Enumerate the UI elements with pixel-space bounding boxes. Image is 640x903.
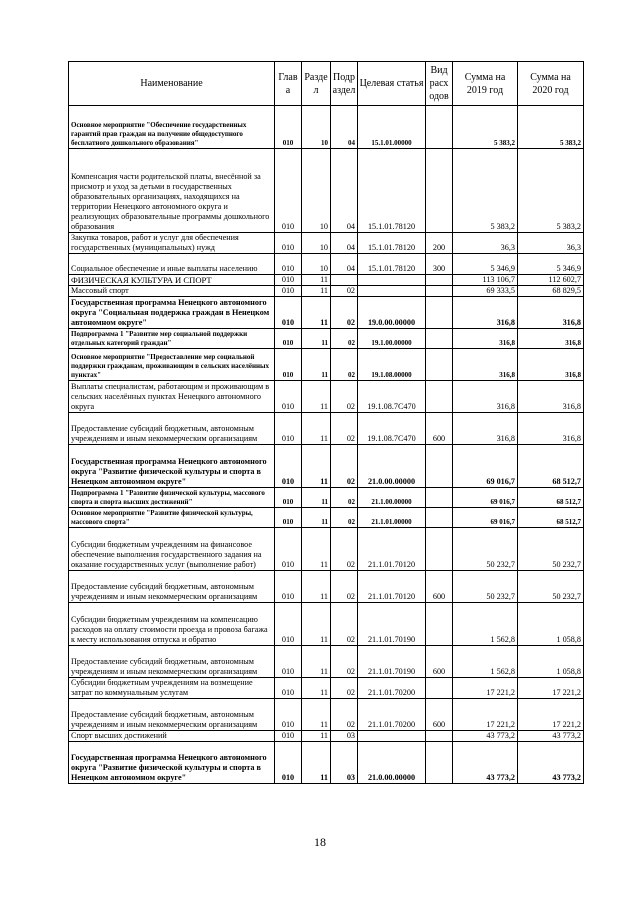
cell-glava: 010 bbox=[275, 571, 302, 603]
cell-razdel: 11 bbox=[302, 742, 331, 784]
cell-podrazdel: 04 bbox=[331, 149, 358, 233]
cell-podrazdel: 02 bbox=[331, 445, 358, 488]
cell-podrazdel: 02 bbox=[331, 603, 358, 646]
cell-sum2019: 36,3 bbox=[453, 233, 518, 254]
cell-razdel: 11 bbox=[302, 699, 331, 731]
table-row bbox=[69, 699, 584, 731]
cell-name: Государственная программа Ненецкого автономного округа "Развитие физической культуры и спорта в Ненецком автономном округе" bbox=[69, 742, 275, 784]
cell-sum2019: 1 562,8 bbox=[453, 646, 518, 678]
cell-target: 19.1.08.7С470 bbox=[358, 381, 426, 413]
cell-podrazdel bbox=[331, 275, 358, 286]
cell-razdel: 11 bbox=[302, 528, 331, 571]
cell-glava: 010 bbox=[275, 413, 302, 445]
table-row bbox=[69, 297, 584, 329]
cell-podrazdel: 04 bbox=[331, 106, 358, 149]
cell-sum2020: 43 773,2 bbox=[518, 731, 584, 742]
table-row bbox=[69, 149, 584, 233]
cell-target: 15.1.01.78120 bbox=[358, 149, 426, 233]
cell-glava: 010 bbox=[275, 528, 302, 571]
cell-vid bbox=[426, 381, 453, 413]
cell-name: Спорт высших достижений bbox=[69, 731, 275, 742]
cell-vid bbox=[426, 731, 453, 742]
cell-target: 19.1.00.00000 bbox=[358, 329, 426, 349]
cell-target bbox=[358, 731, 426, 742]
cell-glava: 010 bbox=[275, 381, 302, 413]
cell-sum2020: 5 383,2 bbox=[518, 106, 584, 149]
table-row bbox=[69, 106, 584, 149]
cell-razdel: 11 bbox=[302, 678, 331, 699]
cell-razdel: 10 bbox=[302, 106, 331, 149]
header-podrazdel: Подр аздел bbox=[331, 62, 358, 106]
cell-vid bbox=[426, 286, 453, 297]
cell-name: Основное мероприятие "Предоставление мер социальной поддержки гражданам, проживающим в сельских населённых пунктах" bbox=[69, 349, 275, 381]
cell-sum2020: 316,8 bbox=[518, 381, 584, 413]
cell-target: 21.1.01.00000 bbox=[358, 508, 426, 528]
header-razdel: Разде л bbox=[302, 62, 331, 106]
cell-sum2019: 113 106,7 bbox=[453, 275, 518, 286]
cell-glava: 010 bbox=[275, 149, 302, 233]
cell-target: 19.0.00.00000 bbox=[358, 297, 426, 329]
cell-vid bbox=[426, 528, 453, 571]
header-sum-2020: Сумма на 2020 год bbox=[518, 62, 584, 106]
cell-name: Массовый спорт bbox=[69, 286, 275, 297]
cell-vid: 600 bbox=[426, 413, 453, 445]
table-header-row bbox=[69, 62, 584, 106]
cell-podrazdel: 02 bbox=[331, 488, 358, 508]
cell-podrazdel: 02 bbox=[331, 297, 358, 329]
cell-sum2019: 1 562,8 bbox=[453, 603, 518, 646]
cell-glava: 010 bbox=[275, 508, 302, 528]
cell-target: 19.1.08.7С470 bbox=[358, 413, 426, 445]
table-row bbox=[69, 329, 584, 349]
cell-name: Закупка товаров, работ и услуг для обеспечения государственных (муниципальных) нужд bbox=[69, 233, 275, 254]
cell-sum2020: 50 232,7 bbox=[518, 571, 584, 603]
cell-sum2020: 50 232,7 bbox=[518, 528, 584, 571]
table-row bbox=[69, 413, 584, 445]
table-row bbox=[69, 731, 584, 742]
cell-vid bbox=[426, 106, 453, 149]
cell-vid bbox=[426, 488, 453, 508]
cell-target: 15.1.01.00000 bbox=[358, 106, 426, 149]
cell-vid bbox=[426, 678, 453, 699]
cell-vid bbox=[426, 445, 453, 488]
header-vid: Вид расх одов bbox=[426, 62, 453, 106]
cell-podrazdel: 02 bbox=[331, 699, 358, 731]
cell-sum2020: 43 773,2 bbox=[518, 742, 584, 784]
cell-podrazdel: 02 bbox=[331, 381, 358, 413]
cell-vid bbox=[426, 329, 453, 349]
table-row bbox=[69, 508, 584, 528]
cell-name: Основное мероприятие "Развитие физической культуры, массового спорта" bbox=[69, 508, 275, 528]
cell-sum2020: 1 058,8 bbox=[518, 603, 584, 646]
cell-name: Подпрограмма 1 "Развитие мер социальной поддержки отдельных категорий граждан" bbox=[69, 329, 275, 349]
cell-razdel: 10 bbox=[302, 233, 331, 254]
cell-sum2019: 17 221,2 bbox=[453, 678, 518, 699]
cell-vid bbox=[426, 149, 453, 233]
cell-name: Предоставление субсидий бюджетным, автономным учреждениям и иным некоммерческим организациям bbox=[69, 699, 275, 731]
table-row bbox=[69, 603, 584, 646]
table-row bbox=[69, 254, 584, 275]
cell-glava: 010 bbox=[275, 106, 302, 149]
cell-vid bbox=[426, 275, 453, 286]
cell-target: 21.1.00.00000 bbox=[358, 488, 426, 508]
cell-sum2020: 1 058,8 bbox=[518, 646, 584, 678]
cell-sum2019: 316,8 bbox=[453, 381, 518, 413]
cell-name: Основное мероприятие "Обеспечение государственных гарантий прав граждан на получение общедоступного бесплатного дошкольного образования" bbox=[69, 106, 275, 149]
cell-name: Субсидии бюджетным учреждениям на возмещение затрат по коммунальным услугам bbox=[69, 678, 275, 699]
cell-vid: 300 bbox=[426, 254, 453, 275]
cell-razdel: 11 bbox=[302, 413, 331, 445]
cell-name: Предоставление субсидий бюджетным, автономным учреждениям и иным некоммерческим организациям bbox=[69, 413, 275, 445]
cell-glava: 010 bbox=[275, 678, 302, 699]
header-sum-2019: Сумма на 2019 год bbox=[453, 62, 518, 106]
cell-glava: 010 bbox=[275, 731, 302, 742]
table-row bbox=[69, 678, 584, 699]
cell-sum2020: 68 512,7 bbox=[518, 488, 584, 508]
cell-name: Государственная программа Ненецкого автономного округа "Развитие физической культуры и спорта в Ненецком автономном округе" bbox=[69, 445, 275, 488]
table-row bbox=[69, 528, 584, 571]
cell-target: 15.1.01.78120 bbox=[358, 254, 426, 275]
cell-vid: 600 bbox=[426, 699, 453, 731]
cell-sum2020: 68 512,7 bbox=[518, 508, 584, 528]
cell-sum2019: 69 016,7 bbox=[453, 445, 518, 488]
cell-podrazdel: 02 bbox=[331, 678, 358, 699]
cell-razdel: 10 bbox=[302, 149, 331, 233]
cell-target: 21.1.01.70190 bbox=[358, 646, 426, 678]
budget-table bbox=[68, 61, 584, 784]
table-row bbox=[69, 742, 584, 784]
cell-target: 15.1.01.78120 bbox=[358, 233, 426, 254]
cell-sum2020: 5 346,9 bbox=[518, 254, 584, 275]
cell-vid bbox=[426, 297, 453, 329]
cell-podrazdel: 02 bbox=[331, 646, 358, 678]
cell-razdel: 11 bbox=[302, 286, 331, 297]
table-row bbox=[69, 233, 584, 254]
cell-sum2019: 69 333,5 bbox=[453, 286, 518, 297]
cell-glava: 010 bbox=[275, 329, 302, 349]
cell-name: Государственная программа Ненецкого автономного округа "Социальная поддержка граждан в Ненецком автономном округе" bbox=[69, 297, 275, 329]
cell-sum2019: 43 773,2 bbox=[453, 731, 518, 742]
cell-sum2019: 43 773,2 bbox=[453, 742, 518, 784]
table-row bbox=[69, 275, 584, 286]
header-name: Наименование bbox=[69, 62, 275, 106]
table-row bbox=[69, 381, 584, 413]
cell-target: 21.1.01.70190 bbox=[358, 603, 426, 646]
cell-sum2019: 316,8 bbox=[453, 329, 518, 349]
cell-target bbox=[358, 275, 426, 286]
cell-name: Субсидии бюджетным учреждениям на компенсацию расходов на оплату стоимости проезда и провоза багажа к месту использования отпуска и обратно bbox=[69, 603, 275, 646]
cell-name: Выплаты специалистам, работающим и проживающим в сельских населённых пунктах Ненецкого автономного округа bbox=[69, 381, 275, 413]
cell-glava: 010 bbox=[275, 349, 302, 381]
cell-target: 21.1.01.70120 bbox=[358, 528, 426, 571]
cell-target: 21.0.00.00000 bbox=[358, 742, 426, 784]
cell-podrazdel: 02 bbox=[331, 528, 358, 571]
table-row bbox=[69, 286, 584, 297]
cell-vid: 600 bbox=[426, 571, 453, 603]
cell-glava: 010 bbox=[275, 699, 302, 731]
cell-sum2020: 316,8 bbox=[518, 349, 584, 381]
cell-glava: 010 bbox=[275, 445, 302, 488]
cell-razdel: 11 bbox=[302, 329, 331, 349]
cell-name: Подпрограмма 1 "Развитие физической культуры, массового спорта и спорта высших достижений" bbox=[69, 488, 275, 508]
cell-target: 21.0.00.00000 bbox=[358, 445, 426, 488]
cell-podrazdel: 02 bbox=[331, 571, 358, 603]
cell-podrazdel: 02 bbox=[331, 508, 358, 528]
cell-target: 21.1.01.70200 bbox=[358, 699, 426, 731]
cell-razdel: 11 bbox=[302, 603, 331, 646]
cell-podrazdel: 03 bbox=[331, 742, 358, 784]
table-row bbox=[69, 646, 584, 678]
cell-sum2020: 36,3 bbox=[518, 233, 584, 254]
cell-sum2020: 68 829,5 bbox=[518, 286, 584, 297]
table-row bbox=[69, 488, 584, 508]
table-row bbox=[69, 445, 584, 488]
cell-target: 19.1.08.00000 bbox=[358, 349, 426, 381]
cell-glava: 010 bbox=[275, 646, 302, 678]
cell-razdel: 10 bbox=[302, 254, 331, 275]
cell-name: ФИЗИЧЕСКАЯ КУЛЬТУРА И СПОРТ bbox=[69, 275, 275, 286]
cell-sum2020: 17 221,2 bbox=[518, 699, 584, 731]
cell-glava: 010 bbox=[275, 254, 302, 275]
cell-vid bbox=[426, 349, 453, 381]
cell-glava: 010 bbox=[275, 603, 302, 646]
cell-sum2019: 50 232,7 bbox=[453, 528, 518, 571]
cell-razdel: 11 bbox=[302, 571, 331, 603]
cell-sum2019: 5 383,2 bbox=[453, 149, 518, 233]
cell-glava: 010 bbox=[275, 286, 302, 297]
cell-sum2019: 5 383,2 bbox=[453, 106, 518, 149]
cell-target: 21.1.01.70120 bbox=[358, 571, 426, 603]
header-glava: Глав а bbox=[275, 62, 302, 106]
cell-vid: 600 bbox=[426, 646, 453, 678]
cell-sum2020: 17 221,2 bbox=[518, 678, 584, 699]
cell-name: Предоставление субсидий бюджетным, автономным учреждениям и иным некоммерческим организациям bbox=[69, 646, 275, 678]
cell-podrazdel: 02 bbox=[331, 349, 358, 381]
cell-sum2019: 5 346,9 bbox=[453, 254, 518, 275]
cell-sum2019: 316,8 bbox=[453, 413, 518, 445]
cell-name: Компенсация части родительской платы, внесённой за присмотр и уход за детьми в государственных образовательных организациях, находящихся на территории Ненецкого автономного округа и реализующих образовательные программы дошкольного образования bbox=[69, 149, 275, 233]
cell-glava: 010 bbox=[275, 233, 302, 254]
cell-podrazdel: 04 bbox=[331, 233, 358, 254]
cell-vid bbox=[426, 508, 453, 528]
cell-glava: 010 bbox=[275, 275, 302, 286]
cell-vid bbox=[426, 742, 453, 784]
cell-target bbox=[358, 286, 426, 297]
cell-razdel: 11 bbox=[302, 508, 331, 528]
cell-podrazdel: 02 bbox=[331, 286, 358, 297]
cell-sum2020: 68 512,7 bbox=[518, 445, 584, 488]
cell-podrazdel: 04 bbox=[331, 254, 358, 275]
cell-sum2019: 69 016,7 bbox=[453, 508, 518, 528]
cell-sum2019: 316,8 bbox=[453, 349, 518, 381]
cell-name: Социальное обеспечение и иные выплаты населению bbox=[69, 254, 275, 275]
cell-glava: 010 bbox=[275, 297, 302, 329]
cell-target: 21.1.01.70200 bbox=[358, 678, 426, 699]
cell-sum2020: 316,8 bbox=[518, 297, 584, 329]
cell-podrazdel: 02 bbox=[331, 329, 358, 349]
cell-razdel: 11 bbox=[302, 646, 331, 678]
cell-razdel: 11 bbox=[302, 381, 331, 413]
cell-sum2019: 69 016,7 bbox=[453, 488, 518, 508]
cell-sum2019: 50 232,7 bbox=[453, 571, 518, 603]
cell-razdel: 11 bbox=[302, 297, 331, 329]
header-target: Целевая статья bbox=[358, 62, 426, 106]
table-row bbox=[69, 571, 584, 603]
cell-podrazdel: 02 bbox=[331, 413, 358, 445]
cell-sum2020: 112 602,7 bbox=[518, 275, 584, 286]
table-row bbox=[69, 349, 584, 381]
table-body bbox=[69, 106, 584, 784]
page-number: 18 bbox=[314, 835, 326, 849]
cell-sum2020: 316,8 bbox=[518, 413, 584, 445]
cell-sum2019: 316,8 bbox=[453, 297, 518, 329]
cell-glava: 010 bbox=[275, 742, 302, 784]
cell-razdel: 11 bbox=[302, 731, 331, 742]
cell-podrazdel: 03 bbox=[331, 731, 358, 742]
cell-razdel: 11 bbox=[302, 349, 331, 381]
cell-sum2020: 5 383,2 bbox=[518, 149, 584, 233]
cell-sum2020: 316,8 bbox=[518, 329, 584, 349]
cell-razdel: 11 bbox=[302, 488, 331, 508]
cell-razdel: 11 bbox=[302, 445, 331, 488]
cell-vid bbox=[426, 603, 453, 646]
cell-glava: 010 bbox=[275, 488, 302, 508]
cell-name: Субсидии бюджетным учреждениям на финансовое обеспечение выполнения государственного задания на оказание государственных услуг (выполнение работ) bbox=[69, 528, 275, 571]
cell-vid: 200 bbox=[426, 233, 453, 254]
cell-razdel: 11 bbox=[302, 275, 331, 286]
cell-sum2019: 17 221,2 bbox=[453, 699, 518, 731]
cell-name: Предоставление субсидий бюджетным, автономным учреждениям и иным некоммерческим организациям bbox=[69, 571, 275, 603]
